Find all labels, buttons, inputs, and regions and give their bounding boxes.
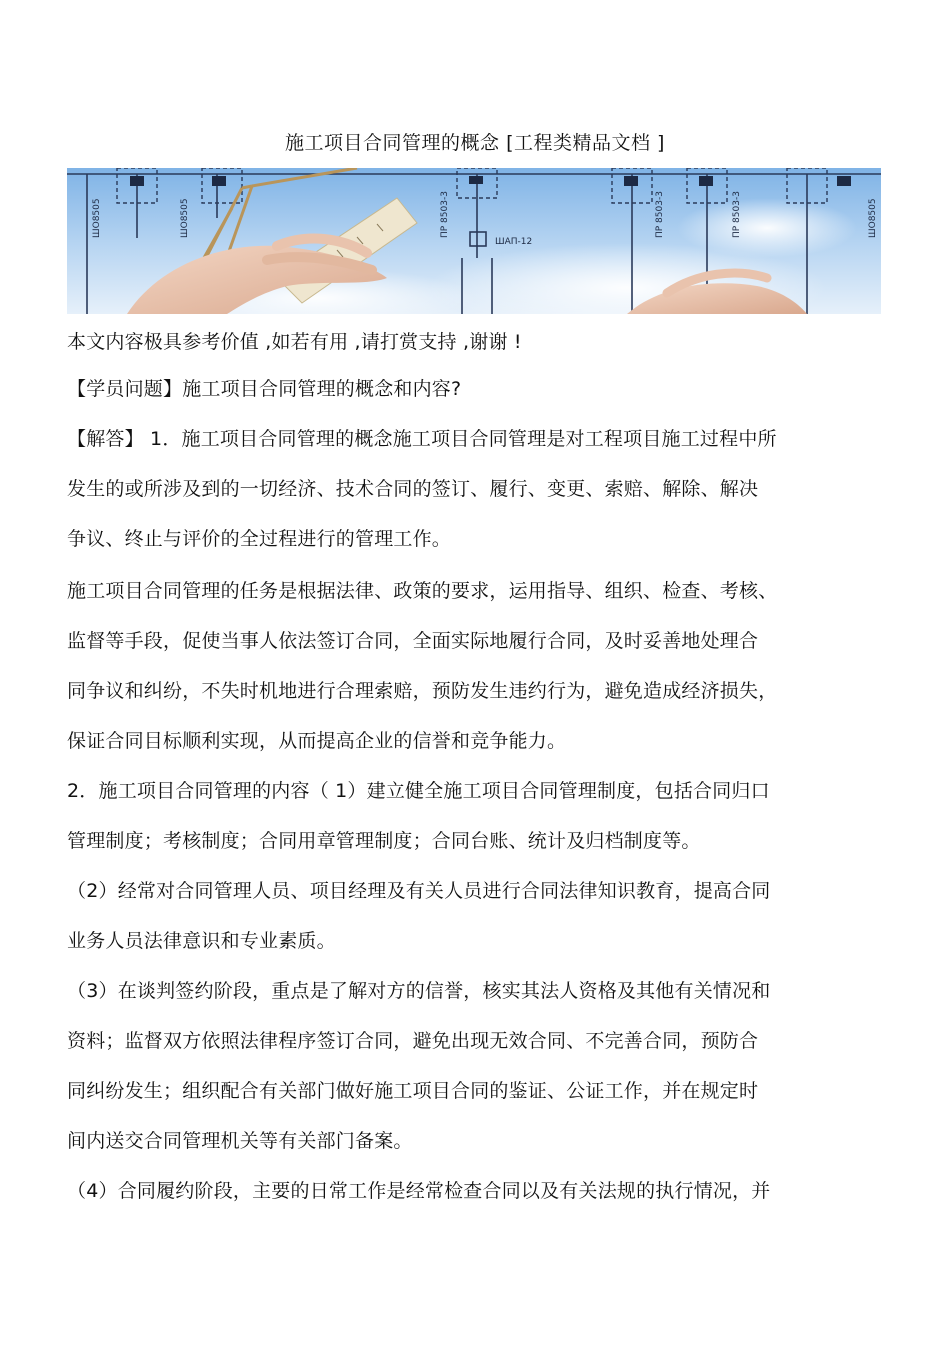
content-paragraph xyxy=(67,766,867,1216)
text-line: 发生的或所涉及到的一切经济、技术合同的签订、履行、变更、索赔、解除、解决 xyxy=(67,478,759,500)
text-line: 同纠纷发生；组织配合有关部门做好施工项目合同的鉴证、公证工作，并在规定时 xyxy=(67,1080,759,1102)
banner-label: ПР 8503-3 xyxy=(440,191,450,238)
support-note: 本文内容极具参考价值 ,如若有用 ,请打赏支持 ,谢谢 ! xyxy=(67,331,522,353)
text-line: 间内送交合同管理机关等有关部门备案。 xyxy=(67,1130,413,1152)
text-line: 业务人员法律意识和专业素质。 xyxy=(67,930,336,952)
answer-paragraph xyxy=(67,414,867,564)
text-line: 监督等手段，促使当事人依法签订合同，全面实际地履行合同，及时妥善地处理合 xyxy=(67,630,759,652)
banner-label: ПР 8503-3 xyxy=(732,191,742,238)
banner-label: ШО8505 xyxy=(868,198,878,238)
banner-label: ПР 8503-3 xyxy=(655,191,665,238)
banner-label: ШАП-12 xyxy=(495,237,533,247)
text-line: 保证合同目标顺利实现，从而提高企业的信誉和竞争能力。 xyxy=(67,730,567,752)
banner-label: ШО8505 xyxy=(92,198,102,238)
text-line: 资料；监督双方依照法律程序签订合同，避免出现无效合同、不完善合同，预防合 xyxy=(67,1030,759,1052)
text-line: 2．施工项目合同管理的内容（ 1）建立健全施工项目合同管理制度，包括合同归口 xyxy=(67,780,770,802)
banner-label: ШО8505 xyxy=(180,198,190,238)
text-line: 施工项目合同管理的任务是根据法律、政策的要求，运用指导、组织、检查、考核、 xyxy=(67,580,778,602)
text-line: 【解答】 1．施工项目合同管理的概念施工项目合同管理是对工程项目施工过程中所 xyxy=(67,428,777,450)
text-line: 管理制度；考核制度；合同用章管理制度；合同台账、统计及归档制度等。 xyxy=(67,830,701,852)
header-banner-image xyxy=(67,168,881,314)
question-heading: 【学员问题】施工项目合同管理的概念和内容? xyxy=(67,378,462,400)
text-line: （2）经常对合同管理人员、项目经理及有关人员进行合同法律知识教育，提高合同 xyxy=(67,880,771,902)
text-line: 争议、终止与评价的全过程进行的管理工作。 xyxy=(67,528,452,550)
task-paragraph xyxy=(67,566,867,766)
document-title: 施工项目合同管理的概念 [工程类精品文档 ] xyxy=(285,132,665,154)
text-line: （4）合同履约阶段，主要的日常工作是经常检查合同以及有关法规的执行情况，并 xyxy=(67,1180,771,1202)
text-line: （3）在谈判签约阶段，重点是了解对方的信誉，核实其法人资格及其他有关情况和 xyxy=(67,980,771,1002)
text-line: 同争议和纠纷，不失时机地进行合理索赔，预防发生违约行为，避免造成经济损失， xyxy=(67,680,778,702)
